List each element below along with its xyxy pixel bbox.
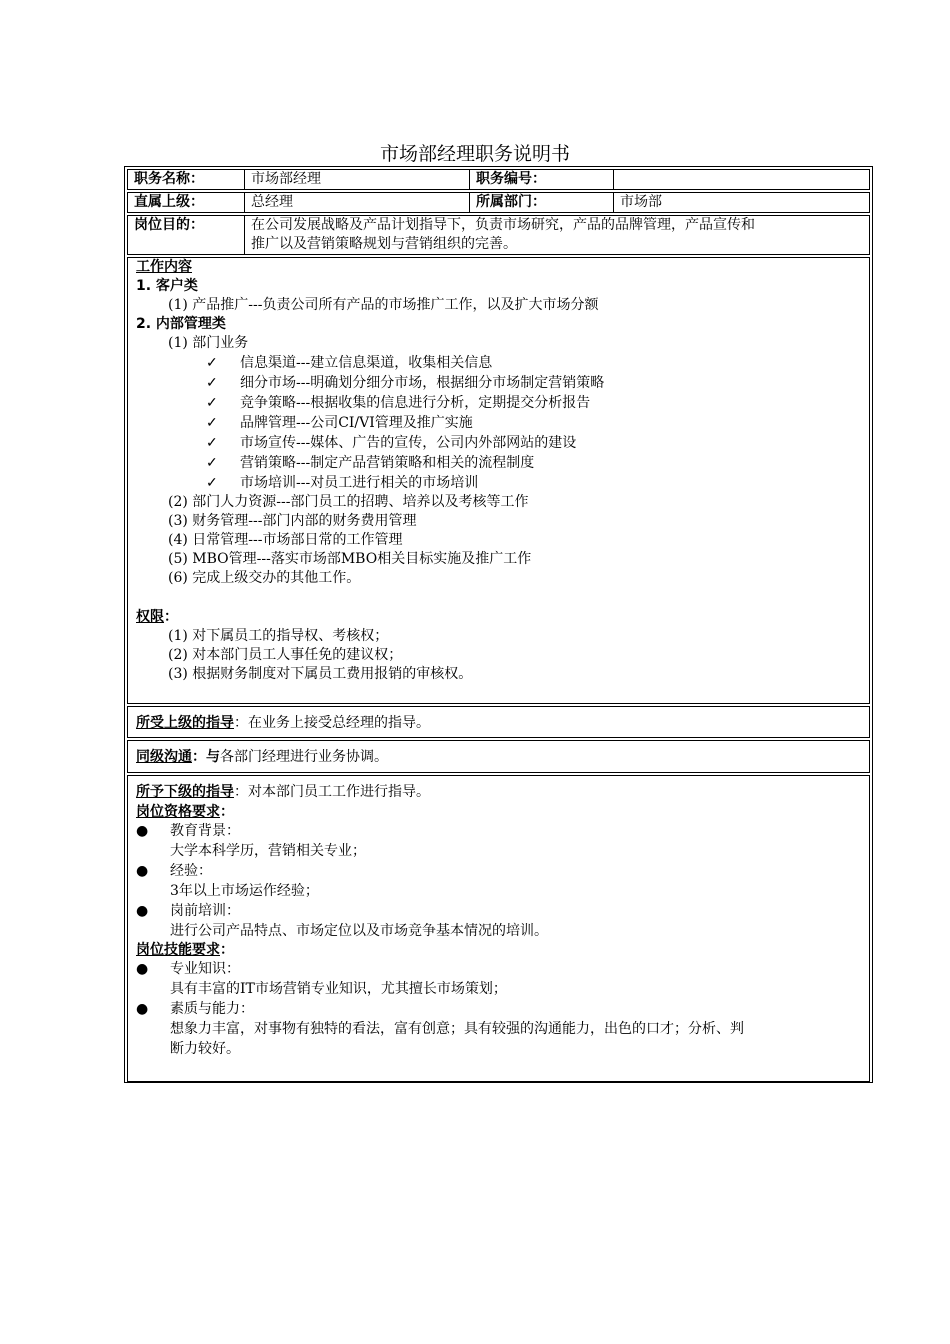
work-content-body xyxy=(136,258,863,684)
bullet-icon: ● xyxy=(136,903,149,919)
skill-text: 具有丰富的IT市场营销专业知识，尤其擅长市场策划； xyxy=(170,981,507,997)
internal-item: (2) 部门人力资源---部门员工的招聘、培养以及考核等工作 xyxy=(168,494,529,510)
qualification-item xyxy=(136,901,863,941)
category-internal: 2. 内部管理类 xyxy=(136,316,226,332)
superior-guidance-label: 所受上级的指导 xyxy=(136,715,234,731)
purpose-line-2: 推广以及营销策略规划与营销组织的完善。 xyxy=(251,236,517,252)
peer-communication-label: 同级沟通 xyxy=(136,749,192,765)
section-work-content xyxy=(127,257,870,704)
superior-guidance-line xyxy=(136,713,430,733)
skills-heading xyxy=(136,941,863,959)
qualification-heading xyxy=(136,803,863,821)
document-title: 市场部经理职务说明书 xyxy=(379,143,570,165)
internal-item-1: (1) 部门业务 xyxy=(168,335,249,351)
check-icon: ✓ xyxy=(206,375,218,391)
value-direct-superior: 总经理 xyxy=(245,193,470,212)
internal-item: (4) 日常管理---市场部日常的工作管理 xyxy=(168,532,403,548)
authority-item: (2) 对本部门员工人事任免的建议权； xyxy=(168,647,403,663)
check-item-text: 信息渠道---建立信息渠道，收集相关信息 xyxy=(240,355,493,371)
row-job-title xyxy=(127,169,870,190)
check-icon: ✓ xyxy=(206,435,218,451)
purpose-line-1: 在公司发展战略及产品计划指导下，负责市场研究，产品的品牌管理，产品宣传和 xyxy=(251,217,755,233)
qualification-label: 经验： xyxy=(170,863,212,879)
qualification-item xyxy=(136,821,863,861)
authority-colon: ： xyxy=(164,609,178,625)
requirements-body xyxy=(136,781,863,1059)
check-list-item xyxy=(136,393,863,413)
internal-item: (6) 完成上级交办的其他工作。 xyxy=(168,570,361,586)
subordinate-guidance-line xyxy=(136,781,863,803)
superior-guidance-text: ：在业务上接受总经理的指导。 xyxy=(234,715,430,731)
check-list-item xyxy=(136,373,863,393)
work-heading: 工作内容 xyxy=(136,259,192,275)
check-icon: ✓ xyxy=(206,415,218,431)
skill-item xyxy=(136,959,863,999)
peer-communication-bold: ：与 xyxy=(192,749,220,765)
check-item-text: 品牌管理---公司CI/VI管理及推广实施 xyxy=(240,415,473,431)
qualification-label: 教育背景： xyxy=(170,823,240,839)
check-list-item xyxy=(136,473,863,493)
value-purpose xyxy=(245,216,869,254)
row-superior xyxy=(127,192,870,213)
skill-label: 专业知识： xyxy=(170,961,240,977)
category-client: 1. 客户类 xyxy=(136,278,198,294)
check-item-text: 细分市场---明确划分细分市场，根据细分市场制定营销策略 xyxy=(240,375,605,391)
value-job-number xyxy=(614,170,869,189)
peer-communication-text: 各部门经理进行业务协调。 xyxy=(220,749,388,765)
authority-item: (1) 对下属员工的指导权、考核权； xyxy=(168,628,389,644)
qualification-text: 大学本科学历，营销相关专业； xyxy=(170,843,366,859)
skill-item xyxy=(136,999,863,1059)
check-item-text: 市场培训---对员工进行相关的市场培训 xyxy=(240,475,479,491)
qualification-label: 岗前培训： xyxy=(170,903,240,919)
check-icon: ✓ xyxy=(206,475,218,491)
internal-item: (5) MBO管理---落实市场部MBO相关目标实施及推广工作 xyxy=(168,551,532,567)
peer-communication-line xyxy=(136,747,388,767)
bullet-icon: ● xyxy=(136,823,149,839)
qualification-colon: ： xyxy=(220,804,234,820)
row-purpose xyxy=(127,215,870,255)
skill-label: 素质与能力： xyxy=(170,1001,254,1017)
label-job-title: 职务名称： xyxy=(128,170,245,189)
label-job-number: 职务编号： xyxy=(470,170,614,189)
authority-item: (3) 根据财务制度对下属员工费用报销的审核权。 xyxy=(168,666,473,682)
check-icon: ✓ xyxy=(206,355,218,371)
check-icon: ✓ xyxy=(206,455,218,471)
job-description-table xyxy=(124,166,873,1083)
label-direct-superior: 直属上级： xyxy=(128,193,245,212)
subordinate-guidance-label: 所予下级的指导 xyxy=(136,784,234,800)
section-peer-communication xyxy=(127,740,870,773)
label-department: 所属部门： xyxy=(470,193,614,212)
check-list-item xyxy=(136,413,863,433)
qualification-text: 3年以上市场运作经验； xyxy=(170,883,319,899)
client-item-1: (1) 产品推广---负责公司所有产品的市场推广工作，以及扩大市场分额 xyxy=(168,297,599,313)
check-item-text: 市场宣传---媒体、广告的宣传，公司内外部网站的建设 xyxy=(240,435,577,451)
authority-heading xyxy=(136,608,863,627)
skills-heading-text: 岗位技能要求 xyxy=(136,942,220,958)
value-department: 市场部 xyxy=(620,194,662,210)
check-icon: ✓ xyxy=(206,395,218,411)
skill-text: 想象力丰富，对事物有独特的看法，富有创意；具有较强的沟通能力，出色的口才；分析、判 xyxy=(170,1021,744,1037)
check-list-item xyxy=(136,353,863,373)
check-item-text: 营销策略---制定产品营销策略和相关的流程制度 xyxy=(240,455,535,471)
bullet-icon: ● xyxy=(136,863,149,879)
value-job-title: 市场部经理 xyxy=(245,170,470,189)
qualification-heading-text: 岗位资格要求 xyxy=(136,804,220,820)
skills-colon: ： xyxy=(220,942,234,958)
internal-item: (3) 财务管理---部门内部的财务费用管理 xyxy=(168,513,417,529)
check-list-item xyxy=(136,433,863,453)
check-list-item xyxy=(136,453,863,473)
authority-heading-text: 权限 xyxy=(136,609,164,625)
bullet-icon: ● xyxy=(136,961,149,977)
skill-text-continued: 断力较好。 xyxy=(170,1041,240,1057)
qualification-item xyxy=(136,861,863,901)
section-superior-guidance xyxy=(127,706,870,738)
section-subordinate-and-requirements xyxy=(127,775,870,1082)
subordinate-guidance-text: ：对本部门员工工作进行指导。 xyxy=(234,784,430,800)
qualification-text: 进行公司产品特点、市场定位以及市场竞争基本情况的培训。 xyxy=(170,923,548,939)
label-purpose: 岗位目的： xyxy=(128,216,245,254)
bullet-icon: ● xyxy=(136,1001,149,1017)
check-item-text: 竞争策略---根据收集的信息进行分析，定期提交分析报告 xyxy=(240,395,591,411)
